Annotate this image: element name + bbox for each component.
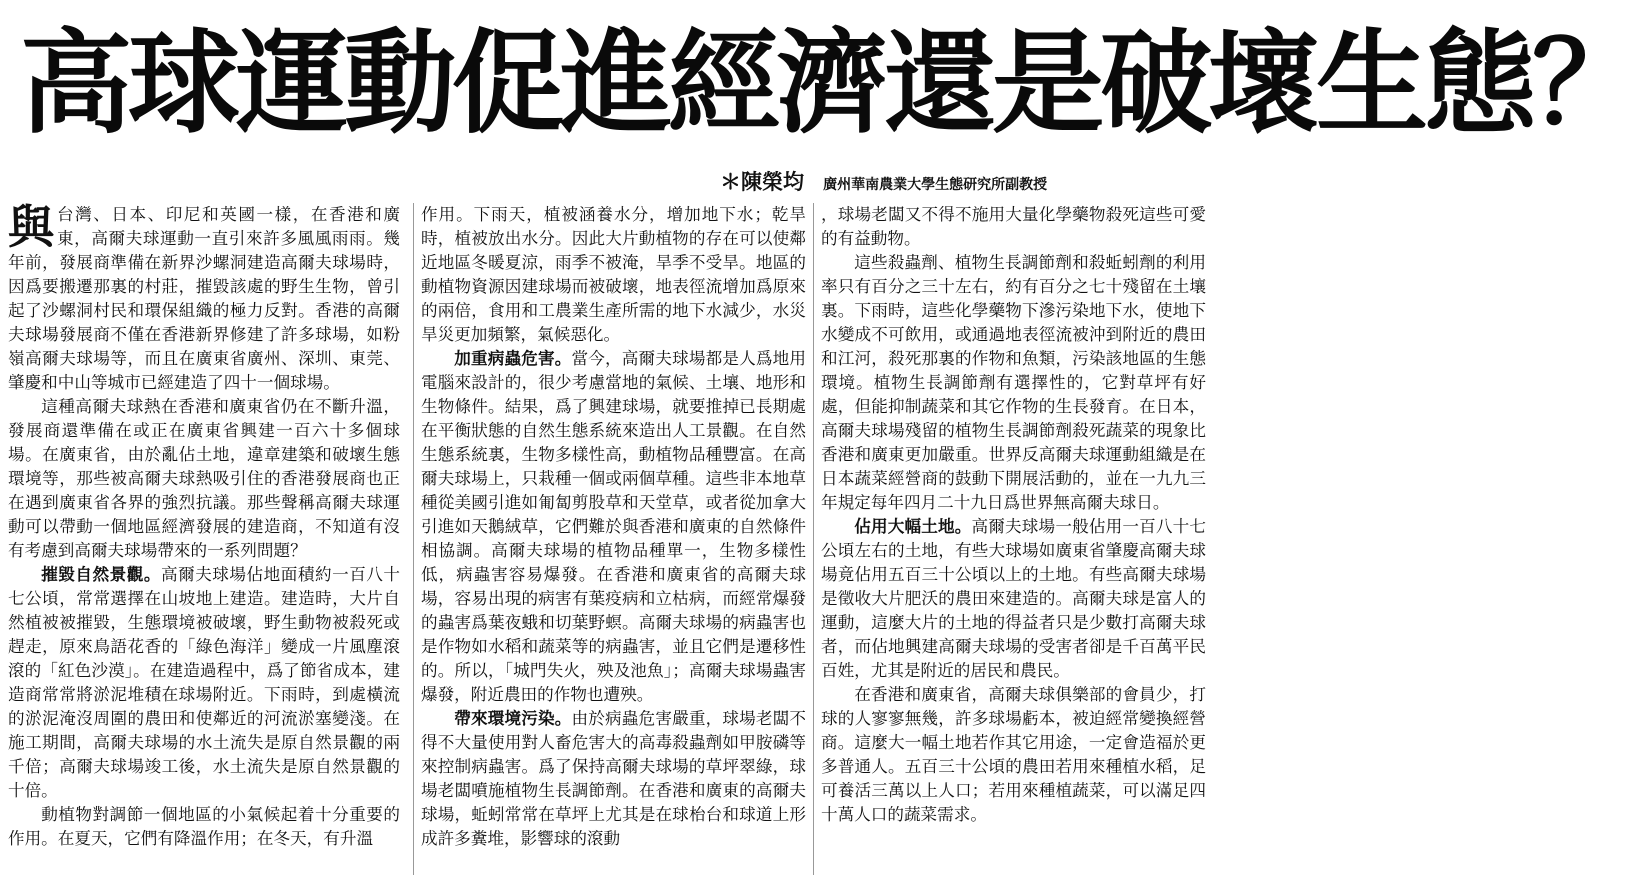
paragraph: 作用。下雨天，植被涵養水分，增加地下水；乾旱時，植被放出水分。因此大片動植物的存在可以使鄰近地區冬暖夏涼，雨季不被淹，旱季不受旱。地區的動植物資源因建球場而被破壞，地表徑流增加爲原來的兩倍，食用和工農業生產所需的地下水減少，水災旱災更加頻繁，氣候惡化。 — [421, 205, 806, 344]
byline — [720, 166, 1200, 196]
paragraph: 在香港和廣東省，高爾夫球俱樂部的會員少，打球的人寥寥無幾，許多球場虧本，被迫經常變換經營商。這麼大一幅土地若作其它用途，一定會造福於更多普通人。五百三十公頃的農田若用來種植水稻，足可養活三萬以上人口；若用來種植蔬菜，可以滿足四十萬人口的蔬菜需求。 — [821, 685, 1206, 824]
paragraph: ，球場老闆又不得不施用大量化學藥物殺死這些可愛的有益動物。 — [821, 205, 1206, 248]
paragraph-text: 由於病蟲危害嚴重，球場老闆不得不大量使用對人畜危害大的高毒殺蟲劑如甲胺磷等來控制病蟲害。爲了保持高爾夫球場的草坪翠綠，球場老闆噴施植物生長調節劑。在香港和廣東的高爾夫球場，蚯蚓常常在草坪上尤其是在球枱台和球道上形成許多糞堆，影響球的滾動 — [421, 709, 807, 848]
article-column-3 — [813, 203, 1206, 875]
paragraph-text: 當今，高爾夫球場都是人爲地用電腦來設計的，很少考慮當地的氣候、土壤、地形和生物條件。結果，爲了興建球場，就要推掉已長期處在平衡狀態的自然生態系統來造出人工景觀。在自然生態系統裏，生物多樣性高，動植物品種豐富。在高爾夫球場上，只栽種一個或兩個草種。這些非本地草種從美國引進如匍匐剪股草和天堂草，或者從加拿大引進如天鵝絨草，它們難於與香港和廣東的自然條件相協調。高爾夫球場的植物品種單一，生物多樣性低，病蟲害容易爆發。在香港和廣東省的高爾夫球場，容易出現的病害有葉疫病和立枯病，而經常爆發的蟲害爲葉夜蛾和切葉野螟。高爾夫球場的病蟲害也是作物如水稻和蔬菜等的病蟲害，並且它們是遷移性的。所以，「城門失火，殃及池魚」；高爾夫球場蟲害爆發，附近農田的作物也遭殃。 — [421, 349, 807, 704]
paragraph: 動植物對調節一個地區的小氣候起着十分重要的作用。在夏天，它們有降溫作用；在冬天，有升溫 — [8, 805, 400, 848]
section-subheading: 摧毀自然景觀。 — [41, 565, 161, 584]
paragraph — [8, 563, 400, 803]
author-name: ＊陳榮均 — [720, 170, 804, 194]
author-affiliation: 廣州華南農業大學生態研究所副教授 — [823, 177, 1048, 193]
paragraph: 這些殺蟲劑、植物生長調節劑和殺蚯蚓劑的利用率只有百分之三十左右，約有百分之七十殘留在土壤裏。下雨時，這些化學藥物下滲污染地下水，使地下水變成不可飲用，或通過地表徑流被沖到附近的農田和江河，殺死那裏的作物和魚類，污染該地區的生態環境。植物生長調節劑有選擇性的，它對草坪有好處，但能抑制蔬菜和其它作物的生長發育。在日本，高爾夫球場殘留的植物生長調節劑殺死蔬菜的現象比香港和廣東更加嚴重。世界反高爾夫球運動組織是在日本蔬菜經營商的鼓動下開展活動的，並在一九九三年規定每年四月二十九日爲世界無高爾夫球日。 — [821, 253, 1206, 512]
paragraph-text: 台灣、日本、印尼和英國一樣，在香港和廣東，高爾夫球運動一直引來許多風風雨雨。幾年前，發展商準備在新界沙螺洞建造高爾夫球場時，因爲要搬遷那裏的村莊，摧毀該處的野生生物，曾引起了沙螺洞村民和環保組織的極力反對。香港的高爾夫球場發展商不僅在香港新界修建了許多球場，如粉嶺高爾夫球場等，而且在廣東省廣州、深圳、東莞、肇慶和中山等城市已經建造了四十一個球場。 — [8, 205, 400, 392]
paragraph-text: 高爾夫球場一般佔用一百八十七公頃左右的土地，有些大球場如廣東省肇慶高爾夫球場竟佔用五百三十公頃以上的土地。有些高爾夫球場是徵收大片肥沃的農田來建造的。高爾夫球是富人的運動，這麼大片的土地的得益者只是少數打高爾夫球者，而佔地興建高爾夫球場的受害者卻是千百萬平民百姓，尤其是附近的居民和農民。 — [821, 517, 1207, 680]
section-subheading: 佔用大幅土地。 — [854, 517, 972, 536]
article-body — [8, 200, 1212, 875]
paragraph — [821, 515, 1206, 683]
drop-cap: 與 — [8, 200, 54, 254]
article-column-2 — [413, 203, 806, 875]
article-headline: 高球運動促進經濟還是破壞生態？ — [20, 19, 1640, 149]
paragraph — [8, 200, 400, 395]
paragraph-text: 高爾夫球場佔地面積約一百八十七公頃，常常選擇在山坡地上建造。建造時，大片自然植被被摧毀，生態環境被破壞，野生動物被殺死或趕走，原來鳥語花香的「綠色海洋」變成一片風塵滾滾的「紅色沙漠」。在建造過程中，爲了節省成本，建造商常常將淤泥堆積在球場附近。下雨時，到處橫流的淤泥淹沒周圍的農田和使鄰近的河流淤塞變淺。在施工期間，高爾夫球場的水土流失是原自然景觀的兩千倍；高爾夫球場竣工後，水土流失是原自然景觀的十倍。 — [8, 565, 401, 800]
article-column-1 — [8, 200, 401, 875]
paragraph — [421, 707, 806, 851]
section-subheading: 加重病蟲危害。 — [454, 349, 572, 368]
paragraph: 這種高爾夫球熱在香港和廣東省仍在不斷升溫，發展商還準備在或正在廣東省興建一百六十多個球場。在廣東省，由於亂佔土地，違章建築和破壞生態環境等，那些被高爾夫球熱吸引住的香港發展商也正在遇到廣東省各界的強烈抗議。那些聲稱高爾夫球運動可以帶動一個地區經濟發展的建造商，不知道有沒有考慮到高爾夫球場帶來的一系列問題？ — [8, 397, 400, 560]
section-subheading: 帶來環境污染。 — [454, 709, 572, 728]
paragraph — [421, 347, 806, 707]
